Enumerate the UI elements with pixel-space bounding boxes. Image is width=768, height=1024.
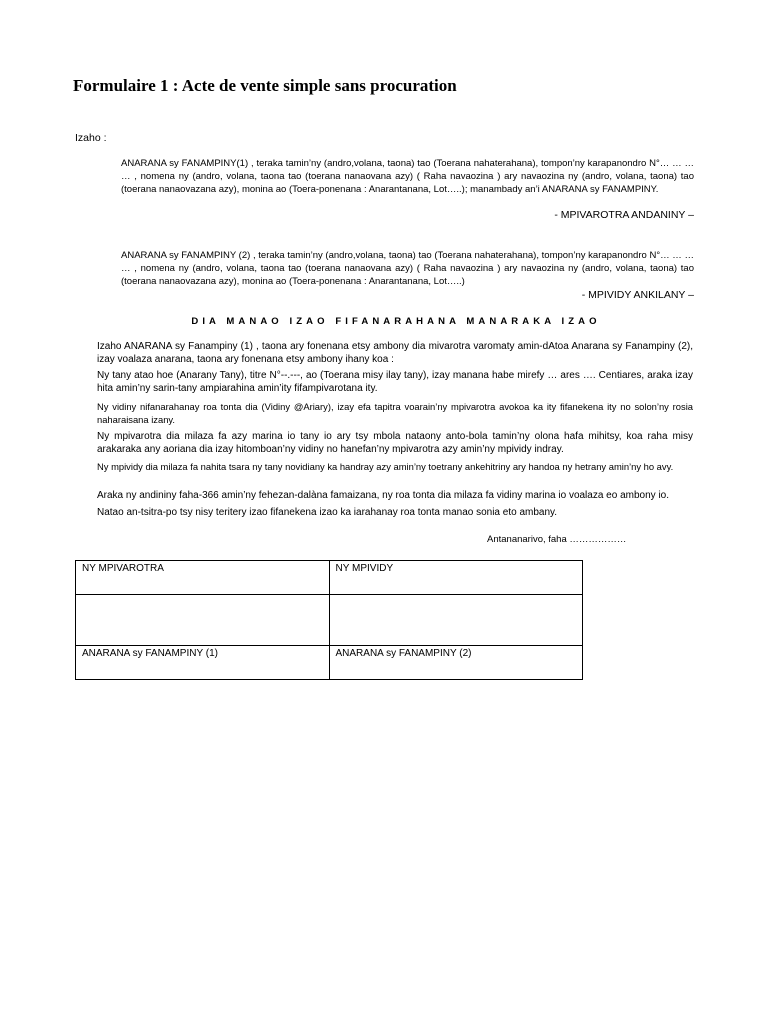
page-title: Formulaire 1 : Acte de vente simple sans procuration [73,76,457,95]
paragraph-sale-statement: Izaho ANARANA sy Fanampiny (1) , taona ary fonenana etsy ambony dia mivarotra varomaty amin-dAtoa Anarana sy Fanampiny (2), izay voalaza anarana, taona ary fonenana etsy ambony ihany koa : [97,341,693,365]
paragraph-legal-reference: Araka ny andininy faha-366 amin’ny fehezan-dalàna famaizana, ny roa tonta dia milaza fa vidiny marina io voalaza eo ambony io. [97,490,670,501]
paragraph-free-consent: Natao an-tsitra-po tsy nisy teritery izao fifanekena izao ka iarahanay roa tonta manao sonia eto ambany. [97,507,558,518]
buyer-name-cell: ANARANA sy FANAMPINY (2) [329,646,583,680]
seller-signature-label: - MPIVAROTRA ANDANINY – [554,209,694,221]
place-date-line: Antananarivo, faha ……………… [487,534,627,545]
buyer-signature-cell [329,595,583,646]
buyer-header-cell: NY MPIVIDY [329,561,583,595]
table-row [76,595,583,646]
buyer-identity-block: ANARANA sy FANAMPINY (2) , teraka tamin’ny (andro,volana, taona) tao (Toerana nahaterahana), tompon’ny karapanondro N°… … … … , nomena ny (andro, volana, taona tao (toerana nanaovana azy) ( Raha navaozina ) ary navaozina ny (andro, volana, taona) tao (toerana nanaovazana azy), monina ao (Toera-ponenana : Anarantanana, Lot…..) [121,250,694,288]
paragraph-seller-warranty: Ny mpivarotra dia milaza fa azy marina io tany io ary tsy mbola nataony anto-bola tamin’ny olona hafa mihitsy, koa raha misy arakaraka any aoriana dia izay hitomboan’ny vidiny no hanefan’ny mpivarotra azy amin’ny mpividy indray. [97,431,693,455]
paragraph-price: Ny vidiny nifanarahanay roa tonta dia (Vidiny @Ariary), izay efa tapitra voarain’ny mpivarotra avokoa ka ity fifanekena ity no solon’ny rosia naharaisana izany. [97,401,693,425]
paragraph-land-description: Ny tany atao hoe (Anarany Tany), titre N°--.---, ao (Toerana misy ilay tany), izay manana habe mirefy … ares …. Centiares, araka izay hita amin’ny sarin-tany ampiarahina amin’ity fifampivarotana ity. [97,370,693,394]
paragraph-buyer-acceptance: Ny mpividy dia milaza fa nahita tsara ny tany novidiany ka handray azy amin’ny toetrany ankehitriny ary handoa ny hetrany amin’ny ho avy. [97,461,674,472]
signature-table [75,560,583,680]
table-row [76,646,583,680]
seller-header-cell: NY MPIVAROTRA [76,561,330,595]
agreement-heading: DIA MANAO IZAO FIFANARAHANA MANARAKA IZAO [191,316,601,327]
seller-name-cell: ANARANA sy FANAMPINY (1) [76,646,330,680]
table-row [76,561,583,595]
buyer-signature-label: - MPIVIDY ANKILANY – [581,289,694,301]
izaho-label: Izaho : [75,132,107,144]
seller-identity-block: ANARANA sy FANAMPINY(1) , teraka tamin’ny (andro,volana, taona) tao (Toerana nahaterahana), tompon’ny karapanondro N°… … … … , nomena ny (andro, volana, taona tao (toerana nanaovana azy) ( Raha navaozina ) ary navaozina ny (andro, volana, taona) tao (toerana nanaovazana azy), monina ao (Toera-ponenana : Anarantanana, Lot…..); manambady an’i ANARANA sy FANAMPINY. [121,158,694,196]
seller-signature-cell [76,595,330,646]
